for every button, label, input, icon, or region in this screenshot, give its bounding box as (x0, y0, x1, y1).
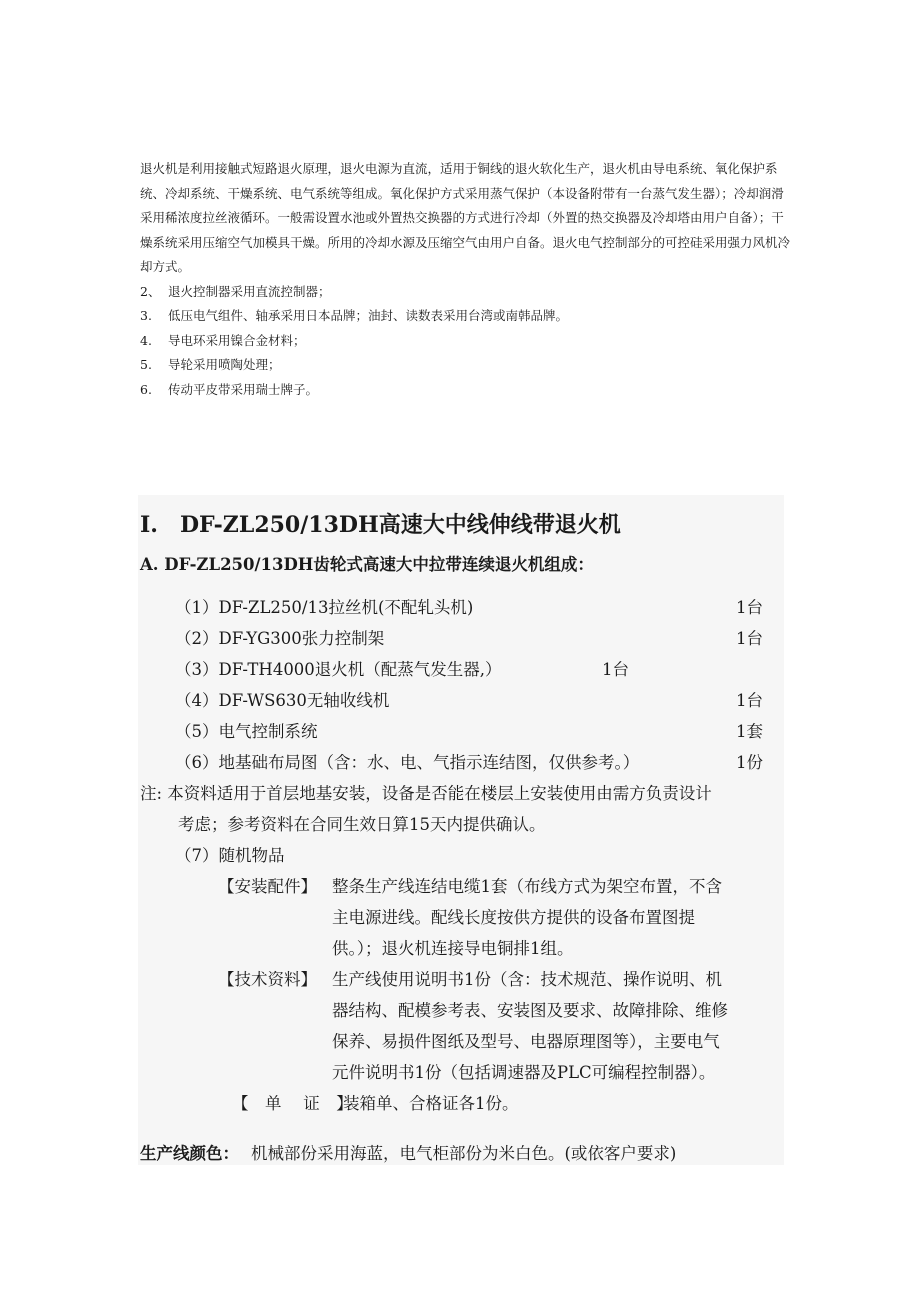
item7-heading: （7）随机物品 (175, 846, 285, 865)
list-item-text: 低压电气组件、轴承采用日本品牌；油封、读数表采用台湾或南韩品牌。 (168, 308, 569, 323)
component-row: （1）DF-ZL250/13拉丝机(不配轧头机) (175, 598, 474, 617)
subsection-heading: A. DF-ZL250/13DH齿轮式高速大中拉带连续退火机组成： (140, 555, 594, 574)
component-qty: 1份 (736, 753, 763, 772)
tech-text: 保养、易损件图纸及型号、电器原理图等），主要电气 (332, 1032, 720, 1051)
note-line: 注: 本资料适用于首层地基安装，设备是否能在楼层上安装使用由需方负责设计 (140, 784, 712, 803)
color-label: 生产线颜色： (140, 1144, 239, 1163)
list-item (140, 329, 790, 354)
list-item-text: 退火控制器采用直流控制器； (168, 283, 331, 299)
component-row: （4）DF-WS630无轴收线机 (175, 691, 390, 710)
install-text: 供。）；退火机连接导电铜排1组。 (332, 939, 574, 958)
component-row: （2）DF-YG300张力控制架 (175, 629, 385, 648)
component-qty: 1台 (736, 629, 763, 648)
component-qty: 1台 (736, 691, 763, 710)
color-text: 机械部份采用海蓝，电气柜部份为米白色。(或依客户要求) (251, 1144, 677, 1163)
list-item-text: 导轮采用喷陶处理； (168, 357, 281, 372)
tech-text: 器结构、配模参考表、安装图及要求、故障排除、维修 (332, 1001, 728, 1020)
list-item-number: 4. (140, 332, 152, 348)
install-label: 【安装配件】 (218, 877, 317, 896)
cert-text: 装箱单、合格证各1份。 (343, 1094, 519, 1113)
list-item-number: 2、 (140, 283, 161, 299)
list-item-text: 传动平皮带采用瑞士牌子。 (168, 381, 319, 397)
list-item (140, 304, 790, 329)
list-item-number: 3. (140, 308, 152, 323)
intro-section (140, 157, 790, 402)
tech-text: 元件说明书1份（包括调速器及PLC可编程控制器）。 (332, 1063, 716, 1082)
component-qty: 1套 (736, 722, 763, 741)
tech-label: 【技术资料】 (218, 970, 317, 989)
list-item-number: 5. (140, 357, 152, 372)
list-item-text: 导电环采用镍合金材料； (168, 332, 306, 348)
list-item (140, 378, 790, 403)
color-line (140, 1140, 676, 1164)
install-text: 主电源进线。配线长度按供方提供的设备布置图提 (332, 908, 695, 927)
section-heading: I. DF-ZL250/13DH高速大中线伸线带退火机 (140, 512, 621, 538)
component-row: （6）地基础布局图（含：水、电、气指示连结图，仅供参考。） (175, 753, 640, 772)
component-row: （3）DF-TH4000退火机（配蒸气发生器,） (175, 660, 502, 679)
note-line: 考虑；参考资料在合同生效日算15天内提供确认。 (178, 815, 546, 834)
component-row: （5）电气控制系统 (175, 722, 318, 741)
cert-label: 【 单 证 】 (232, 1094, 353, 1113)
tech-text: 生产线使用说明书1份（含：技术规范、操作说明、机 (332, 970, 722, 989)
install-text: 整条生产线连结电缆1套（布线方式为架空布置，不含 (332, 877, 722, 896)
list-item (140, 280, 790, 305)
list-item-number: 6. (140, 381, 152, 397)
component-qty: 1台 (736, 598, 763, 617)
list-item (140, 353, 790, 378)
component-qty: 1台 (602, 660, 629, 679)
intro-paragraph: 退火机是利用接触式短路退火原理，退火电源为直流，适用于铜线的退火软化生产，退火机由导电系统、氧化保护系统、冷却系统、干燥系统、电气系统等组成。氧化保护方式采用蒸气保护（本设备附带有一台蒸气发生器）；冷却润滑采用稀浓度拉丝液循环。一般需设置水池或外置热交换器的方式进行冷却（外置的热交换器及冷却塔由用户自备）；干燥系统采用压缩空气加模具干燥。所用的冷却水源及压缩空气由用户自备。退火电气控制部分的可控硅采用强力风机冷却方式。 (140, 161, 791, 274)
